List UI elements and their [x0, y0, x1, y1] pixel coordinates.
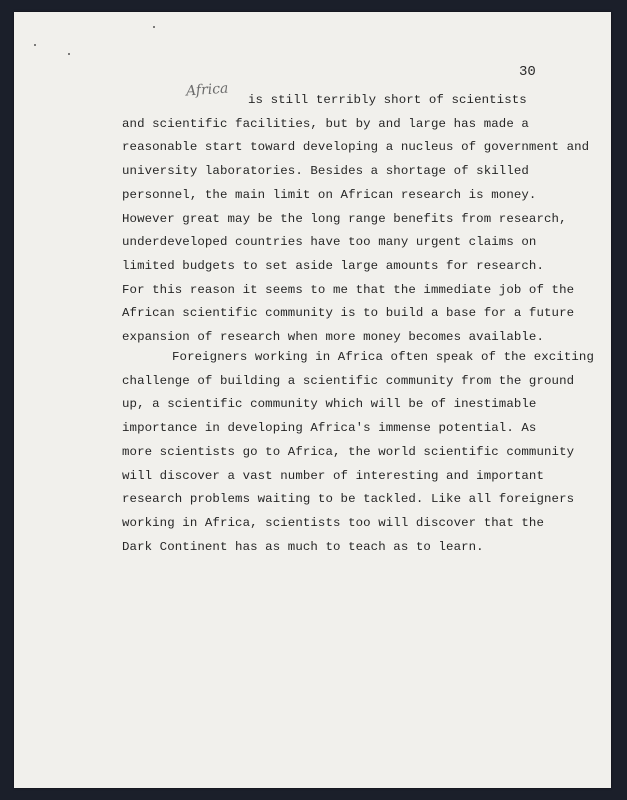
- paper-speck: [68, 53, 70, 55]
- text-line: working in Africa, scientists too will discover that the: [122, 515, 544, 530]
- text-line: limited budgets to set aside large amounts for research.: [122, 258, 544, 273]
- handwritten-annotation: Africa: [185, 80, 229, 100]
- text-line: importance in developing Africa's immense potential. As: [122, 421, 537, 436]
- paper-speck: [153, 26, 155, 28]
- text-line: personnel, the main limit on African research is money.: [122, 187, 537, 202]
- text-line: challenge of building a scientific community from the ground: [122, 373, 575, 388]
- text-line: However great may be the long range benefits from research,: [122, 211, 567, 226]
- text-line: underdeveloped countries have too many urgent claims on: [122, 235, 537, 250]
- text-line: university laboratories. Besides a shortage of skilled: [122, 164, 529, 179]
- text-line: will discover a vast number of interesting and important: [122, 468, 544, 483]
- text-line: research problems waiting to be tackled. Like all foreigners: [122, 492, 575, 507]
- text-line: expansion of research when more money becomes available.: [122, 330, 544, 345]
- page-number: 30: [519, 64, 536, 80]
- text-line: up, a scientific community which will be of inestimable: [122, 397, 537, 412]
- paragraph-2: [122, 346, 594, 559]
- text-line: African scientific community is to build a base for a future: [122, 306, 575, 321]
- text-line: Dark Continent has as much to teach as to learn.: [122, 539, 484, 554]
- text-line: reasonable start toward developing a nucleus of government and: [122, 140, 590, 155]
- text-line: is still terribly short of scientists: [248, 93, 527, 107]
- text-line: more scientists go to Africa, the world scientific community: [122, 444, 575, 459]
- text-line: and scientific facilities, but by and large has made a: [122, 116, 529, 131]
- text-line: For this reason it seems to me that the immediate job of the: [122, 282, 575, 297]
- text-line: Foreigners working in Africa often speak of the exciting: [172, 350, 594, 364]
- paragraph-1: [122, 89, 590, 350]
- document-page: [14, 12, 611, 788]
- paper-speck: [34, 44, 36, 46]
